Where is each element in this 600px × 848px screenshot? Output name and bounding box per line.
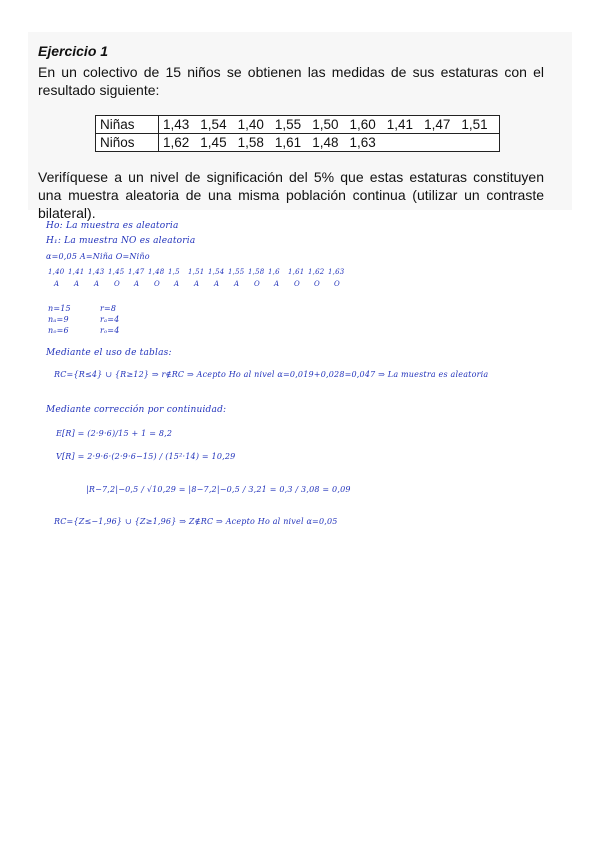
sorted-value: 1,62 — [308, 268, 325, 276]
table-cell: 1,62 — [163, 135, 190, 150]
z-statistic: |R−7,2|−0,5 / √10,29 = |8−7,2|−0,5 / 3,21 = 0,3 / 3,08 = 0,09 — [86, 485, 351, 494]
hypothesis-h1: H₁: La muestra NO es aleatoria — [46, 236, 196, 246]
group-label: A — [234, 280, 240, 288]
table-cell: 1,47 — [424, 117, 451, 132]
sorted-value: 1,47 — [128, 268, 145, 276]
expectation: E[R] = (2·9·6)/15 + 1 = 8,2 — [56, 429, 173, 438]
table-cell: 1,61 — [274, 135, 302, 150]
sorted-value: 1,43 — [88, 268, 105, 276]
significance-params: α=0,05 A=Niña O=Niño — [46, 252, 150, 261]
table-cell: 1,48 — [312, 135, 339, 150]
group-label: O — [114, 280, 120, 288]
sorted-value: 1,55 — [228, 268, 245, 276]
table-cell: 1,63 — [349, 135, 376, 150]
group-label: A — [214, 280, 220, 288]
sorted-value: 1,51 — [188, 268, 205, 276]
table-cell: 1,54 — [200, 117, 227, 132]
rc-conclusion: ⇒ Z∉RC ⇒ Acepto Ho al nivel α=0,05 — [179, 517, 338, 526]
sorted-value: 1,54 — [208, 268, 225, 276]
table-cell: 1,40 — [237, 117, 264, 132]
table-cell: 1,45 — [200, 135, 227, 150]
group-label: A — [194, 280, 200, 288]
rc-left: RC={R≤4} — [54, 370, 103, 379]
heading-tables: Mediante el uso de tablas: — [46, 348, 172, 358]
group-label: O — [254, 280, 260, 288]
group-label: A — [174, 280, 180, 288]
sorted-value: 1,5 — [168, 268, 180, 276]
sorted-value: 1,48 — [148, 268, 165, 276]
rc-right: {R≥12} — [114, 370, 150, 379]
rc-conclusion: ⇒ r∉RC ⇒ Acepto Ho al nivel α=0,019+0,028=0,047 ⇒ La muestra es aleatoria — [151, 370, 489, 379]
row-label: Niños — [96, 134, 159, 152]
n-total: n=15 — [48, 304, 71, 313]
runs-total: r=8 — [100, 304, 117, 313]
hypothesis-h0: Ho: La muestra es aleatoria — [46, 221, 179, 231]
rc-union: ∪ — [105, 370, 113, 379]
table-row — [96, 134, 500, 152]
exercise-intro: En un colectivo de 15 niños se obtienen las medidas de sus estaturas con el resultado siguiente: — [38, 64, 544, 98]
sorted-heights — [48, 268, 348, 276]
variance: V[R] = 2·9·6·(2·9·6−15) / (15²·14) = 10,29 — [56, 452, 236, 461]
table-cell: 1,51 — [461, 117, 488, 132]
group-label: A — [274, 280, 280, 288]
sorted-value: 1,6 — [268, 268, 280, 276]
group-label: O — [294, 280, 300, 288]
sorted-value: 1,58 — [248, 268, 265, 276]
table-cell: 1,55 — [274, 117, 302, 132]
n-girls: nₐ=9 — [48, 315, 69, 324]
group-label: O — [314, 280, 320, 288]
rc-right: {Z≥1,96} — [134, 517, 177, 526]
heights-table — [95, 115, 500, 152]
group-label: A — [94, 280, 100, 288]
table-cell: 1,58 — [237, 135, 264, 150]
group-label: A — [74, 280, 80, 288]
rc-union: ∪ — [124, 517, 132, 526]
row-label: Niñas — [96, 116, 159, 134]
table-cell: 1,50 — [312, 117, 339, 132]
table-cell: 1,41 — [386, 117, 414, 132]
row-values — [159, 134, 500, 152]
runs-girls: rₐ=4 — [100, 315, 120, 324]
sorted-value: 1,45 — [108, 268, 125, 276]
table-cell: 1,43 — [163, 117, 190, 132]
exercise-question: Verifíquese a un nivel de significación del 5% que estas estaturas constituyen una muestra aleatoria de una misma población continua (utilizar un contraste bilateral). — [38, 169, 544, 221]
rc-tables — [54, 370, 488, 379]
sorted-value: 1,61 — [288, 268, 305, 276]
sorted-labels — [54, 280, 354, 288]
sorted-value: 1,40 — [48, 268, 65, 276]
group-label: A — [54, 280, 60, 288]
heading-continuity: Mediante corrección por continuidad: — [46, 405, 227, 415]
n-boys: nₒ=6 — [48, 326, 69, 335]
runs-boys: rₒ=4 — [100, 326, 120, 335]
group-label: O — [154, 280, 160, 288]
rc-continuity — [54, 517, 338, 526]
row-values — [159, 116, 500, 134]
sorted-value: 1,41 — [68, 268, 85, 276]
table-cell: 1,60 — [349, 117, 376, 132]
sorted-value: 1,63 — [328, 268, 345, 276]
group-label: O — [334, 280, 340, 288]
group-label: A — [134, 280, 140, 288]
table-row — [96, 116, 500, 134]
rc-left: RC={Z≤−1,96} — [54, 517, 123, 526]
exercise-title: Ejercicio 1 — [38, 43, 109, 59]
